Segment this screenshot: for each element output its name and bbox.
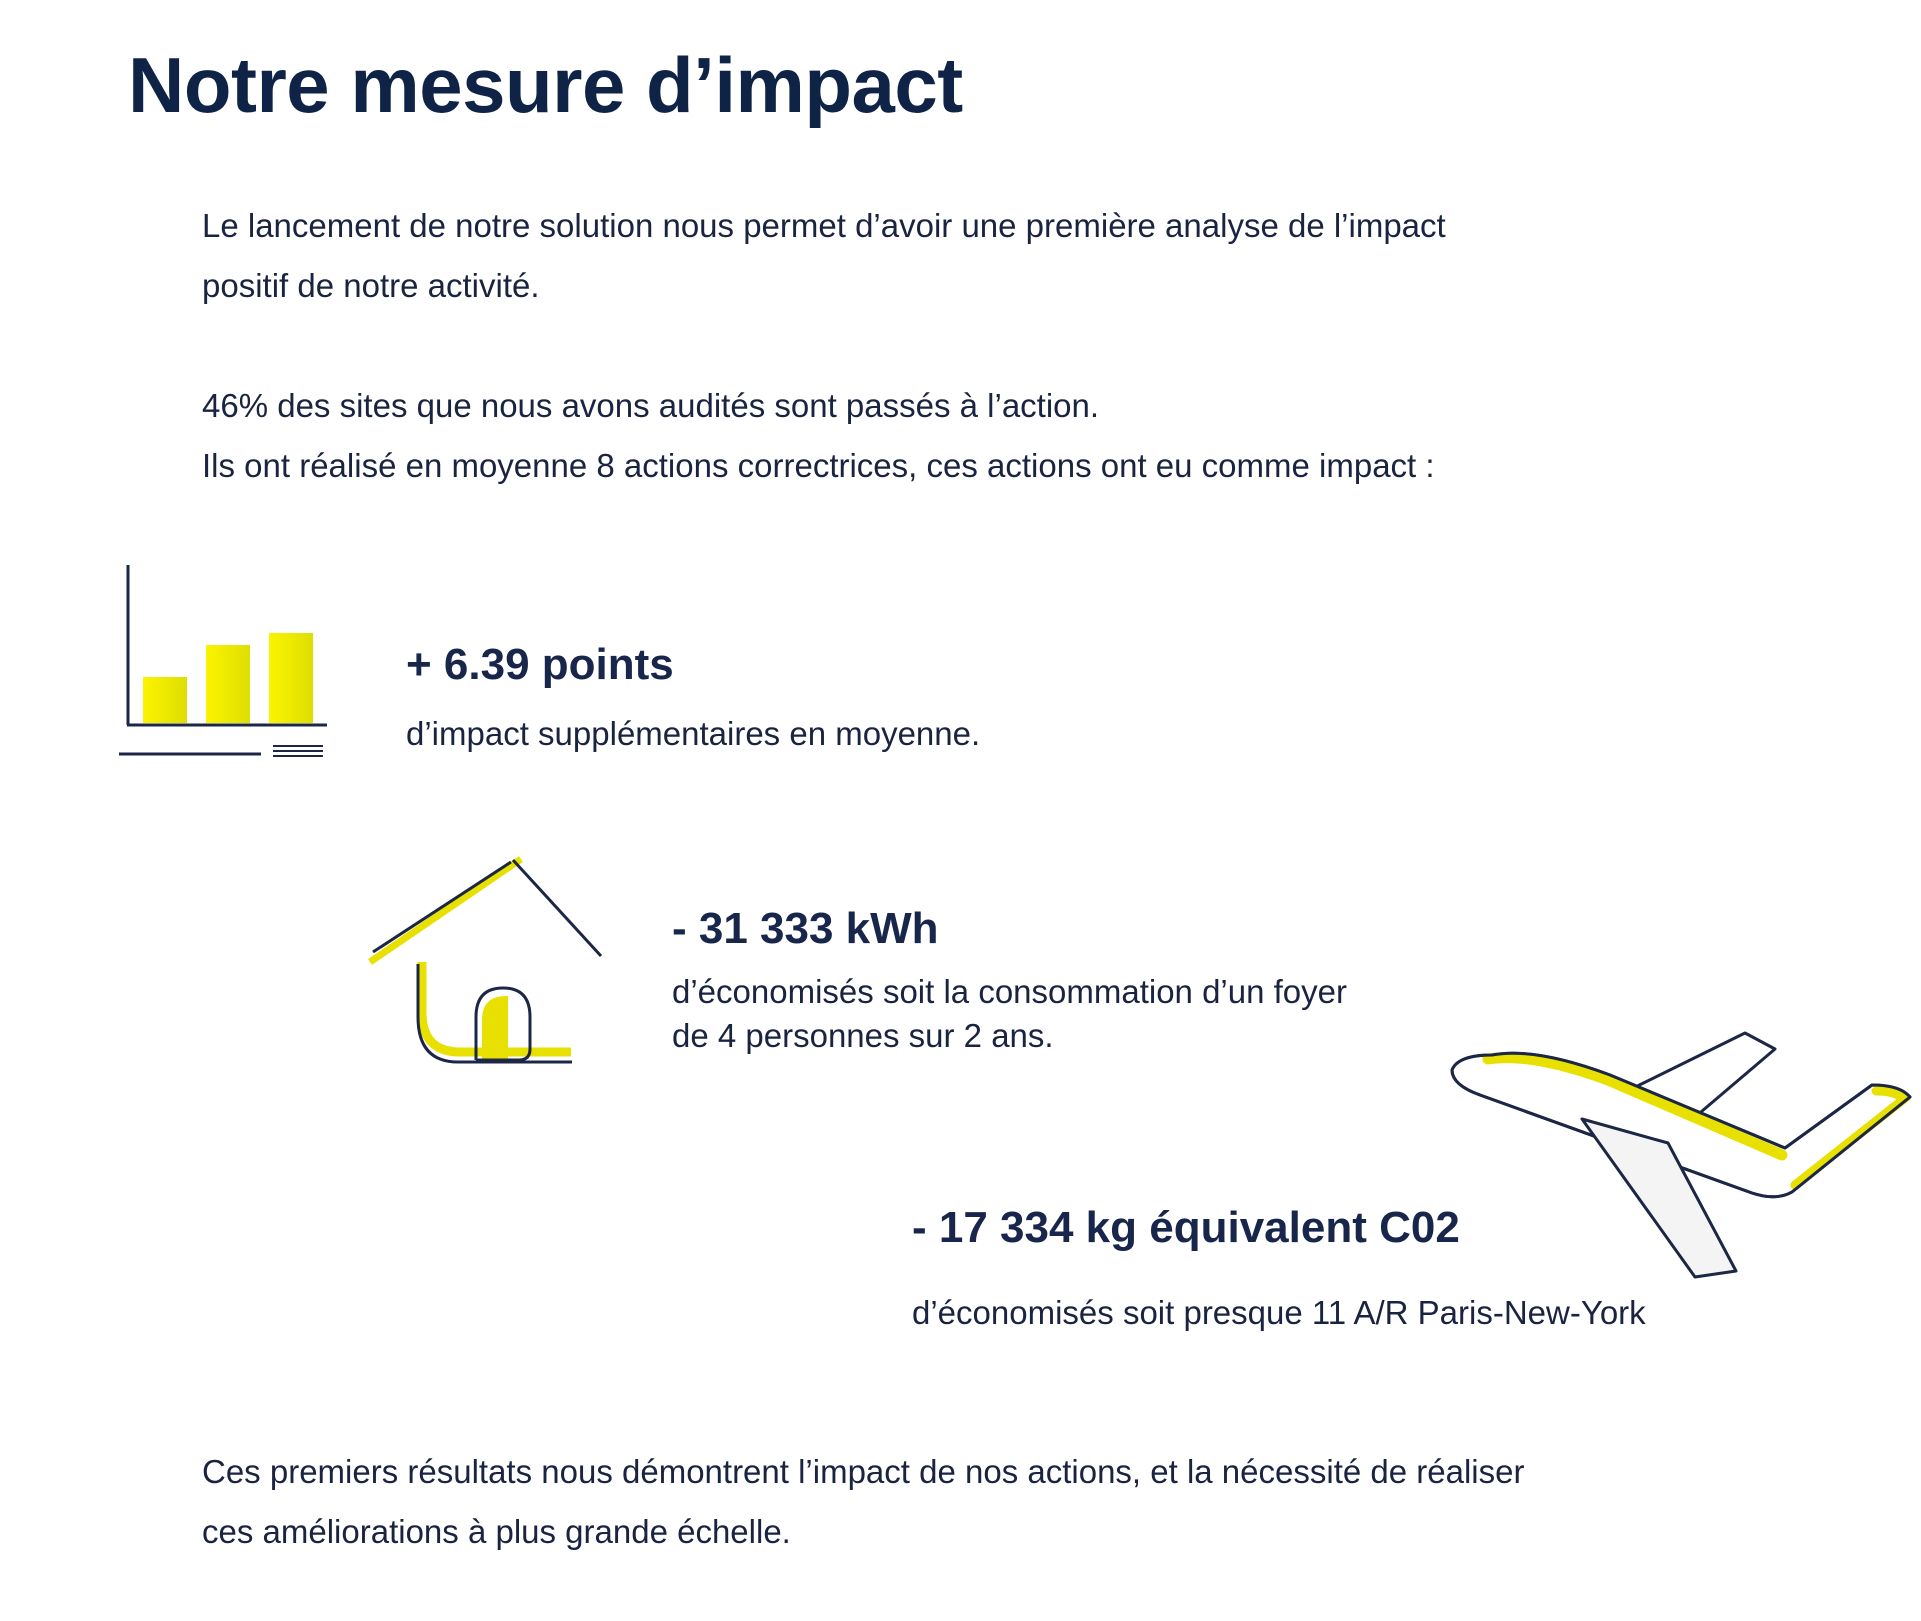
conclusion-line: ces améliorations à plus grande échelle. [202,1513,791,1550]
intro-paragraph [202,196,1446,316]
intro-line: Le lancement de notre solution nous permet d’avoir une première analyse de l’impact [202,207,1446,244]
house-icon [365,852,610,1077]
conclusion-paragraph [202,1442,1524,1562]
stat-description: d’économisés soit presque 11 A/R Paris-New-York [912,1294,1646,1331]
stat-value: + 6.39 points [406,640,674,689]
sites-paragraph [202,376,1435,496]
stat-energy [672,904,1347,1058]
stat-description: d’économisés soit la consommation d’un foyer [672,973,1348,1010]
intro-line: positif de notre activité. [202,267,540,304]
bar-chart-icon [115,565,330,765]
stat-value: - 31 333 kWh [672,904,939,953]
stat-value: - 17 334 kg équivalent C02 [912,1203,1460,1252]
stat-points [406,640,980,756]
page-title: Notre mesure d’impact [128,41,963,129]
stat-description: d’impact supplémentaires en moyenne. [406,715,981,752]
stat-description: de 4 personnes sur 2 ans. [672,1017,1054,1054]
sites-line: Ils ont réalisé en moyenne 8 actions correctrices, ces actions ont eu comme impact : [202,447,1435,484]
sites-line: 46% des sites que nous avons audités sont passés à l’action. [202,387,1100,424]
stat-co2 [912,1203,1646,1335]
conclusion-line: Ces premiers résultats nous démontrent l’impact de nos actions, et la nécessité de réaliser [202,1453,1525,1490]
